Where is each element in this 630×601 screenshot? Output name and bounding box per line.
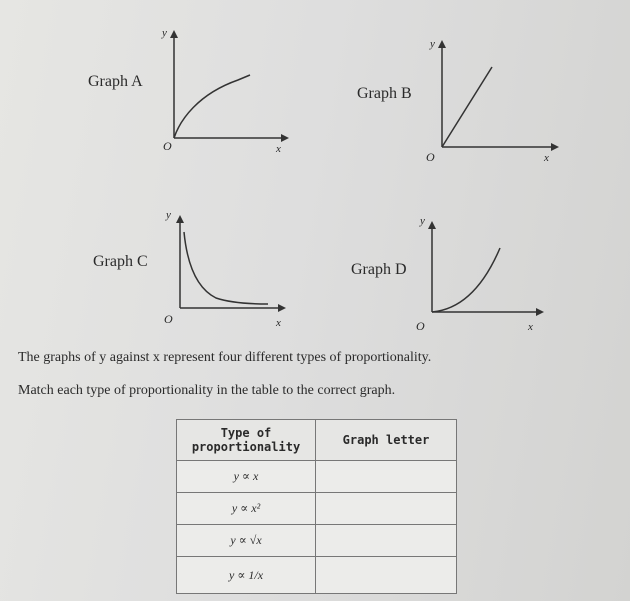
reciprocal-curve: [184, 232, 268, 304]
graph-d: [410, 210, 550, 345]
x-axis-arrow: [551, 143, 559, 151]
graph-d-label: Graph D: [351, 261, 407, 278]
proportionality-cell: y ∝ 1/x: [177, 557, 316, 594]
origin-label: O: [163, 139, 172, 153]
proportionality-table: [176, 419, 457, 594]
x-axis-arrow: [536, 308, 544, 316]
x-axis-label: x: [544, 152, 549, 164]
origin-label: O: [164, 312, 173, 326]
instruction-line-1: The graphs of y against x represent four different types of proportionality.: [18, 350, 432, 365]
table-row: [177, 525, 457, 557]
graph-c: [156, 208, 296, 343]
graph-b-label: Graph B: [357, 85, 412, 102]
proportionality-cell: y ∝ √x: [177, 525, 316, 557]
header-graph-letter: Graph letter: [316, 420, 457, 461]
origin-label: O: [416, 319, 425, 333]
proportionality-cell: y ∝ x: [177, 461, 316, 493]
y-axis-label: y: [162, 27, 167, 39]
graph-letter-cell[interactable]: [316, 493, 457, 525]
graph-b: [420, 35, 560, 170]
x-axis-label: x: [276, 143, 281, 155]
straight-line: [442, 67, 492, 147]
graph-letter-cell[interactable]: [316, 461, 457, 493]
x-axis-arrow: [281, 134, 289, 142]
table-row: [177, 461, 457, 493]
graph-a-label: Graph A: [88, 73, 143, 90]
y-axis-label: y: [430, 38, 435, 50]
x-axis-label: x: [528, 321, 533, 333]
header-line-2: proportionality: [191, 440, 301, 454]
y-axis-arrow: [428, 221, 436, 229]
origin-label: O: [426, 150, 435, 164]
y-axis-label: y: [420, 215, 425, 227]
instruction-line-2: Match each type of proportionality in the table to the correct graph.: [18, 383, 396, 398]
table-header-row: [177, 420, 457, 461]
table-row: [177, 493, 457, 525]
x-axis-label: x: [276, 317, 281, 329]
header-line-1: Type of: [220, 426, 272, 440]
y-axis-arrow: [438, 40, 446, 48]
graph-c-label: Graph C: [93, 253, 148, 270]
header-type-of-proportionality: [177, 420, 316, 461]
y-axis-label: y: [166, 209, 171, 221]
y-axis-arrow: [176, 215, 184, 223]
sqrt-curve: [174, 75, 250, 138]
proportionality-cell: y ∝ x²: [177, 493, 316, 525]
x-axis-arrow: [278, 304, 286, 312]
square-curve: [432, 248, 500, 312]
graph-letter-cell[interactable]: [316, 557, 457, 594]
graph-a: [150, 28, 290, 163]
graph-letter-cell[interactable]: [316, 525, 457, 557]
table-row: [177, 557, 457, 594]
y-axis-arrow: [170, 30, 178, 38]
